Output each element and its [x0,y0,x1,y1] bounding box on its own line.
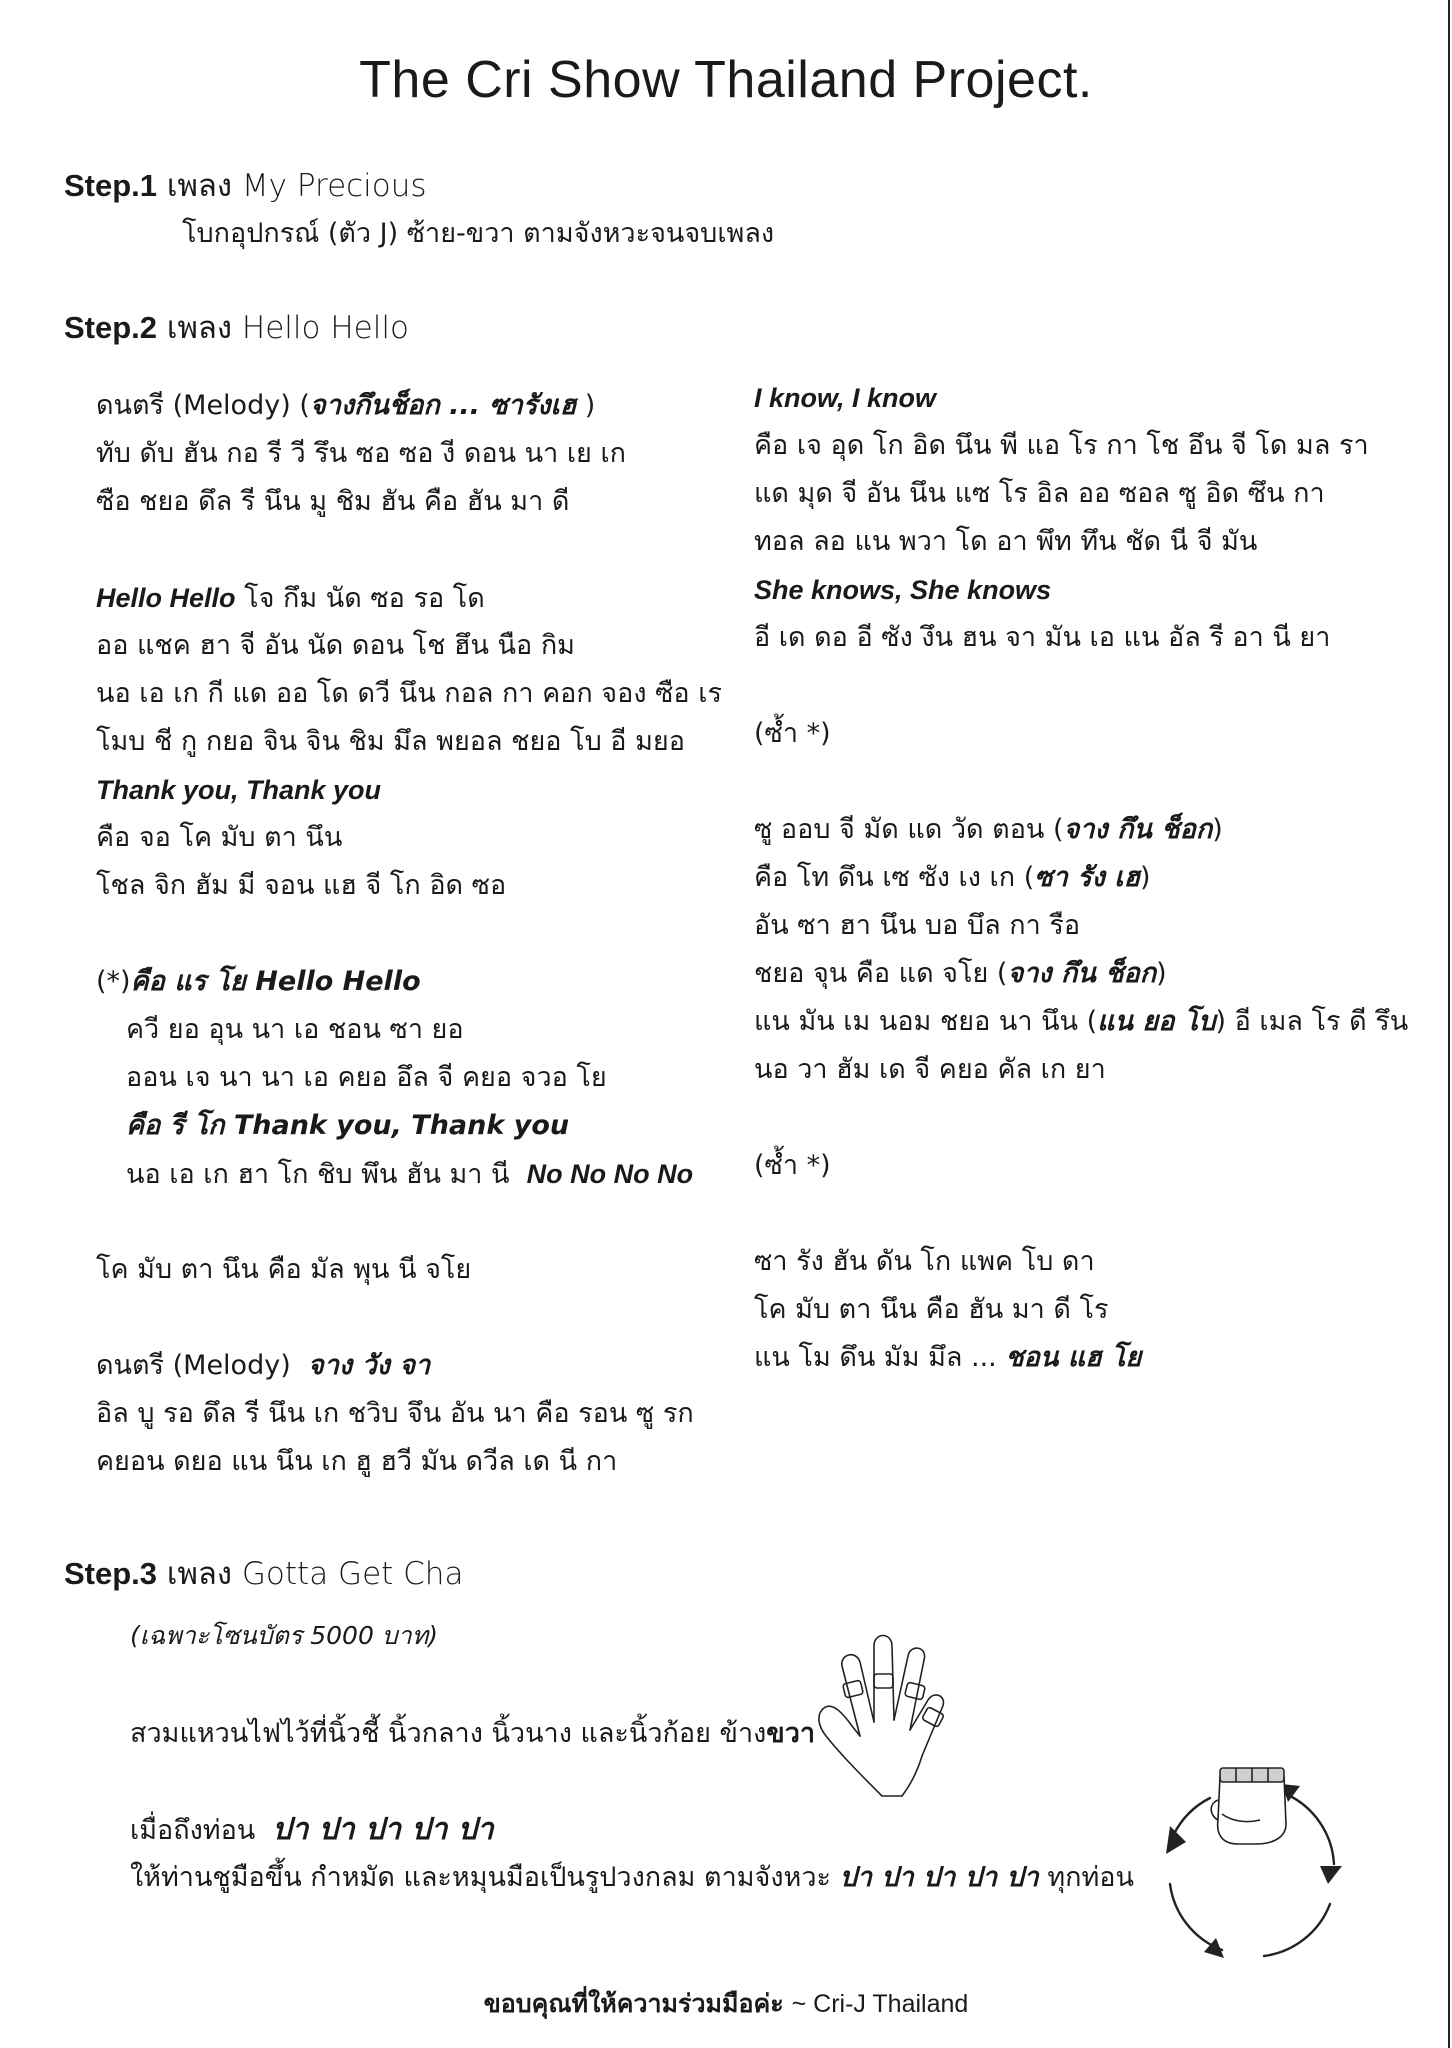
chorus-line-bold: คือ รี โก Thank you, Thank you [126,1110,570,1141]
lyric-line: คือ เจ อุด โก อิด นึน พี แอ โร กา โช อึน จี โด มล รา [754,430,1369,461]
rotating-fist-icon [1160,1754,1350,1964]
chorus-line: ควี ยอ อุน นา เอ ชอน ซา ยอ [126,1014,464,1045]
raise-line: ให้ท่านชูมือขึ้น กำหมัด และหมุนมือเป็นรูปวงกลม ตามจังหวะ ปา ปา ปา ปา ปา ทุกท่อน [130,1862,1134,1893]
step2-song: เพลง Hello Hello [166,310,409,346]
lyric-line: คือ จอ โค มับ ตา นึน [96,822,343,853]
lyric-line: อิล บู รอ ดึล รี นึน เก ชวิบ จึน อัน นา คือ รอน ซู รก [96,1398,694,1429]
footer-thanks: ขอบคุณที่ให้ความร่วมมือค่ะ ~ Cri-J Thailand [483,1989,969,2018]
ring-instruction: สวมแหวนไฟไว้ที่นิ้วชี้ นิ้วกลาง นิ้วนาง และนิ้วก้อย ข้างขวา [130,1718,816,1749]
lyric-line: อัน ซา ฮา นึน บอ บึล กา รือ [754,910,1081,941]
lyric-line: นอ วา ฮัม เด จี คยอ คัล เก ยา [754,1054,1106,1085]
step3-song: เพลง Gotta Get Cha [166,1556,464,1592]
hello-line: Hello Hello โจ กึม นัด ซอ รอ โด [96,583,485,614]
lyric-line: ชยอ จุน คือ แด จโย (จาง กึน ช็อก) [754,958,1167,989]
step1-heading [64,160,427,210]
lyric-line: ออ แชค ฮา จี อัน นัด ดอน โช ฮึน นือ กิม [96,630,575,661]
melody-line-1: ดนตรี (Melody) (จางกึนช็อก ... ซารังเฮ ) [96,390,596,421]
step2-label: Step.2 [64,310,158,345]
page-edge-rule [1448,0,1450,2048]
lyric-line: แน มัน เม นอม ชยอ นา นึน (แน ยอ โบ) อี เมล โร ดี รึน [754,1006,1409,1037]
lyric-line: โค มับ ตา นึน คือ มัล พุน นี จโย [96,1254,472,1285]
lyric-line: ทอล ลอ แน พวา โด อา พึท ทึน ชัด นี จี มัน [754,526,1258,557]
repeat-mark: (ซ้ำ *) [754,718,831,749]
melody-1-bold: จางกึนช็อก ... ซารังเฮ [309,390,577,421]
step3-note: (เฉพาะโซนบัตร 5000 บาท) [130,1621,438,1650]
lyric-line: อี เด ดอ อี ซัง งึน ฮน จา มัน เอ แน อัล รี อา นี ยา [754,622,1331,653]
thank-you-line: Thank you, Thank you [96,775,382,805]
step2-heading [64,302,409,352]
lyric-line: ซู ออบ จี มัด แด วัด ตอน (จาง กึน ช็อก) [754,814,1223,845]
page-title: The Cri Show Thailand Project. [359,51,1093,109]
step1-instruction: โบกอุปกรณ์ (ตัว J) ซ้าย-ขวา ตามจังหวะจนจบเพลง [182,218,775,249]
repeat-mark: (ซ้ำ *) [754,1150,831,1181]
lyric-line: ซือ ชยอ ดึล รี นึน มู ชิม ฮัน คือ ฮัน มา ดี [96,486,570,517]
chorus-line: ออน เจ นา นา เอ คยอ อึล จี คยอ จวอ โย [126,1062,607,1093]
lyric-line: ทับ ดับ ฮัน กอ รี วี รึน ซอ ซอ งี ดอน นา เย เก [96,438,627,469]
lyric-line: ซา รัง ฮัน ดัน โก แพค โบ ดา [754,1246,1095,1277]
she-knows-line: She knows, She knows [754,575,1052,605]
lyric-line: แน โม ดึน มัม มึล ... ชอน แฮ โย [754,1342,1142,1373]
step1-label: Step.1 [64,168,158,203]
chorus-line: นอ เอ เก ฮา โก ชิบ พึน ฮัน มา นี No No No No [126,1159,694,1190]
chorus-heading: (*)คือ แร โย Hello Hello [96,966,421,997]
melody-line-2: ดนตรี (Melody) จาง วัง จา [96,1350,431,1381]
lyric-line: คยอน ดยอ แน นึน เก ฮู ฮวี มัน ดวีล เด นี กา [96,1446,618,1477]
step3-heading [64,1548,463,1598]
lyric-line: โชล จิก ฮัม มี จอน แฮ จี โก อิด ซอ [96,870,507,901]
step3-label: Step.3 [64,1556,158,1591]
hand-with-rings-icon [812,1626,992,1806]
i-know-line: I know, I know [754,383,937,413]
step1-song: เพลง My Precious [166,168,427,204]
when-line: เมื่อถึงท่อน ปา ปา ปา ปา ปา [130,1812,494,1847]
lyric-line: แด มุด จี อัน นึน แซ โร อิล ออ ซอล ซู อิด ซึน กา [754,478,1325,509]
lyric-line: คือ โท ดึน เซ ซัง เง เก (ซา รัง เฮ) [754,862,1151,893]
lyric-line: โค มับ ตา นึน คือ ฮัน มา ดี โร [754,1294,1109,1325]
lyric-line: นอ เอ เก กี แด ออ โด ดวี นึน กอล กา คอก จอง ซือ เร [96,678,722,709]
lyric-line: โมบ ชี กู กยอ จิน จิน ชิม มึล พยอล ชยอ โบ อี มยอ [96,726,685,757]
